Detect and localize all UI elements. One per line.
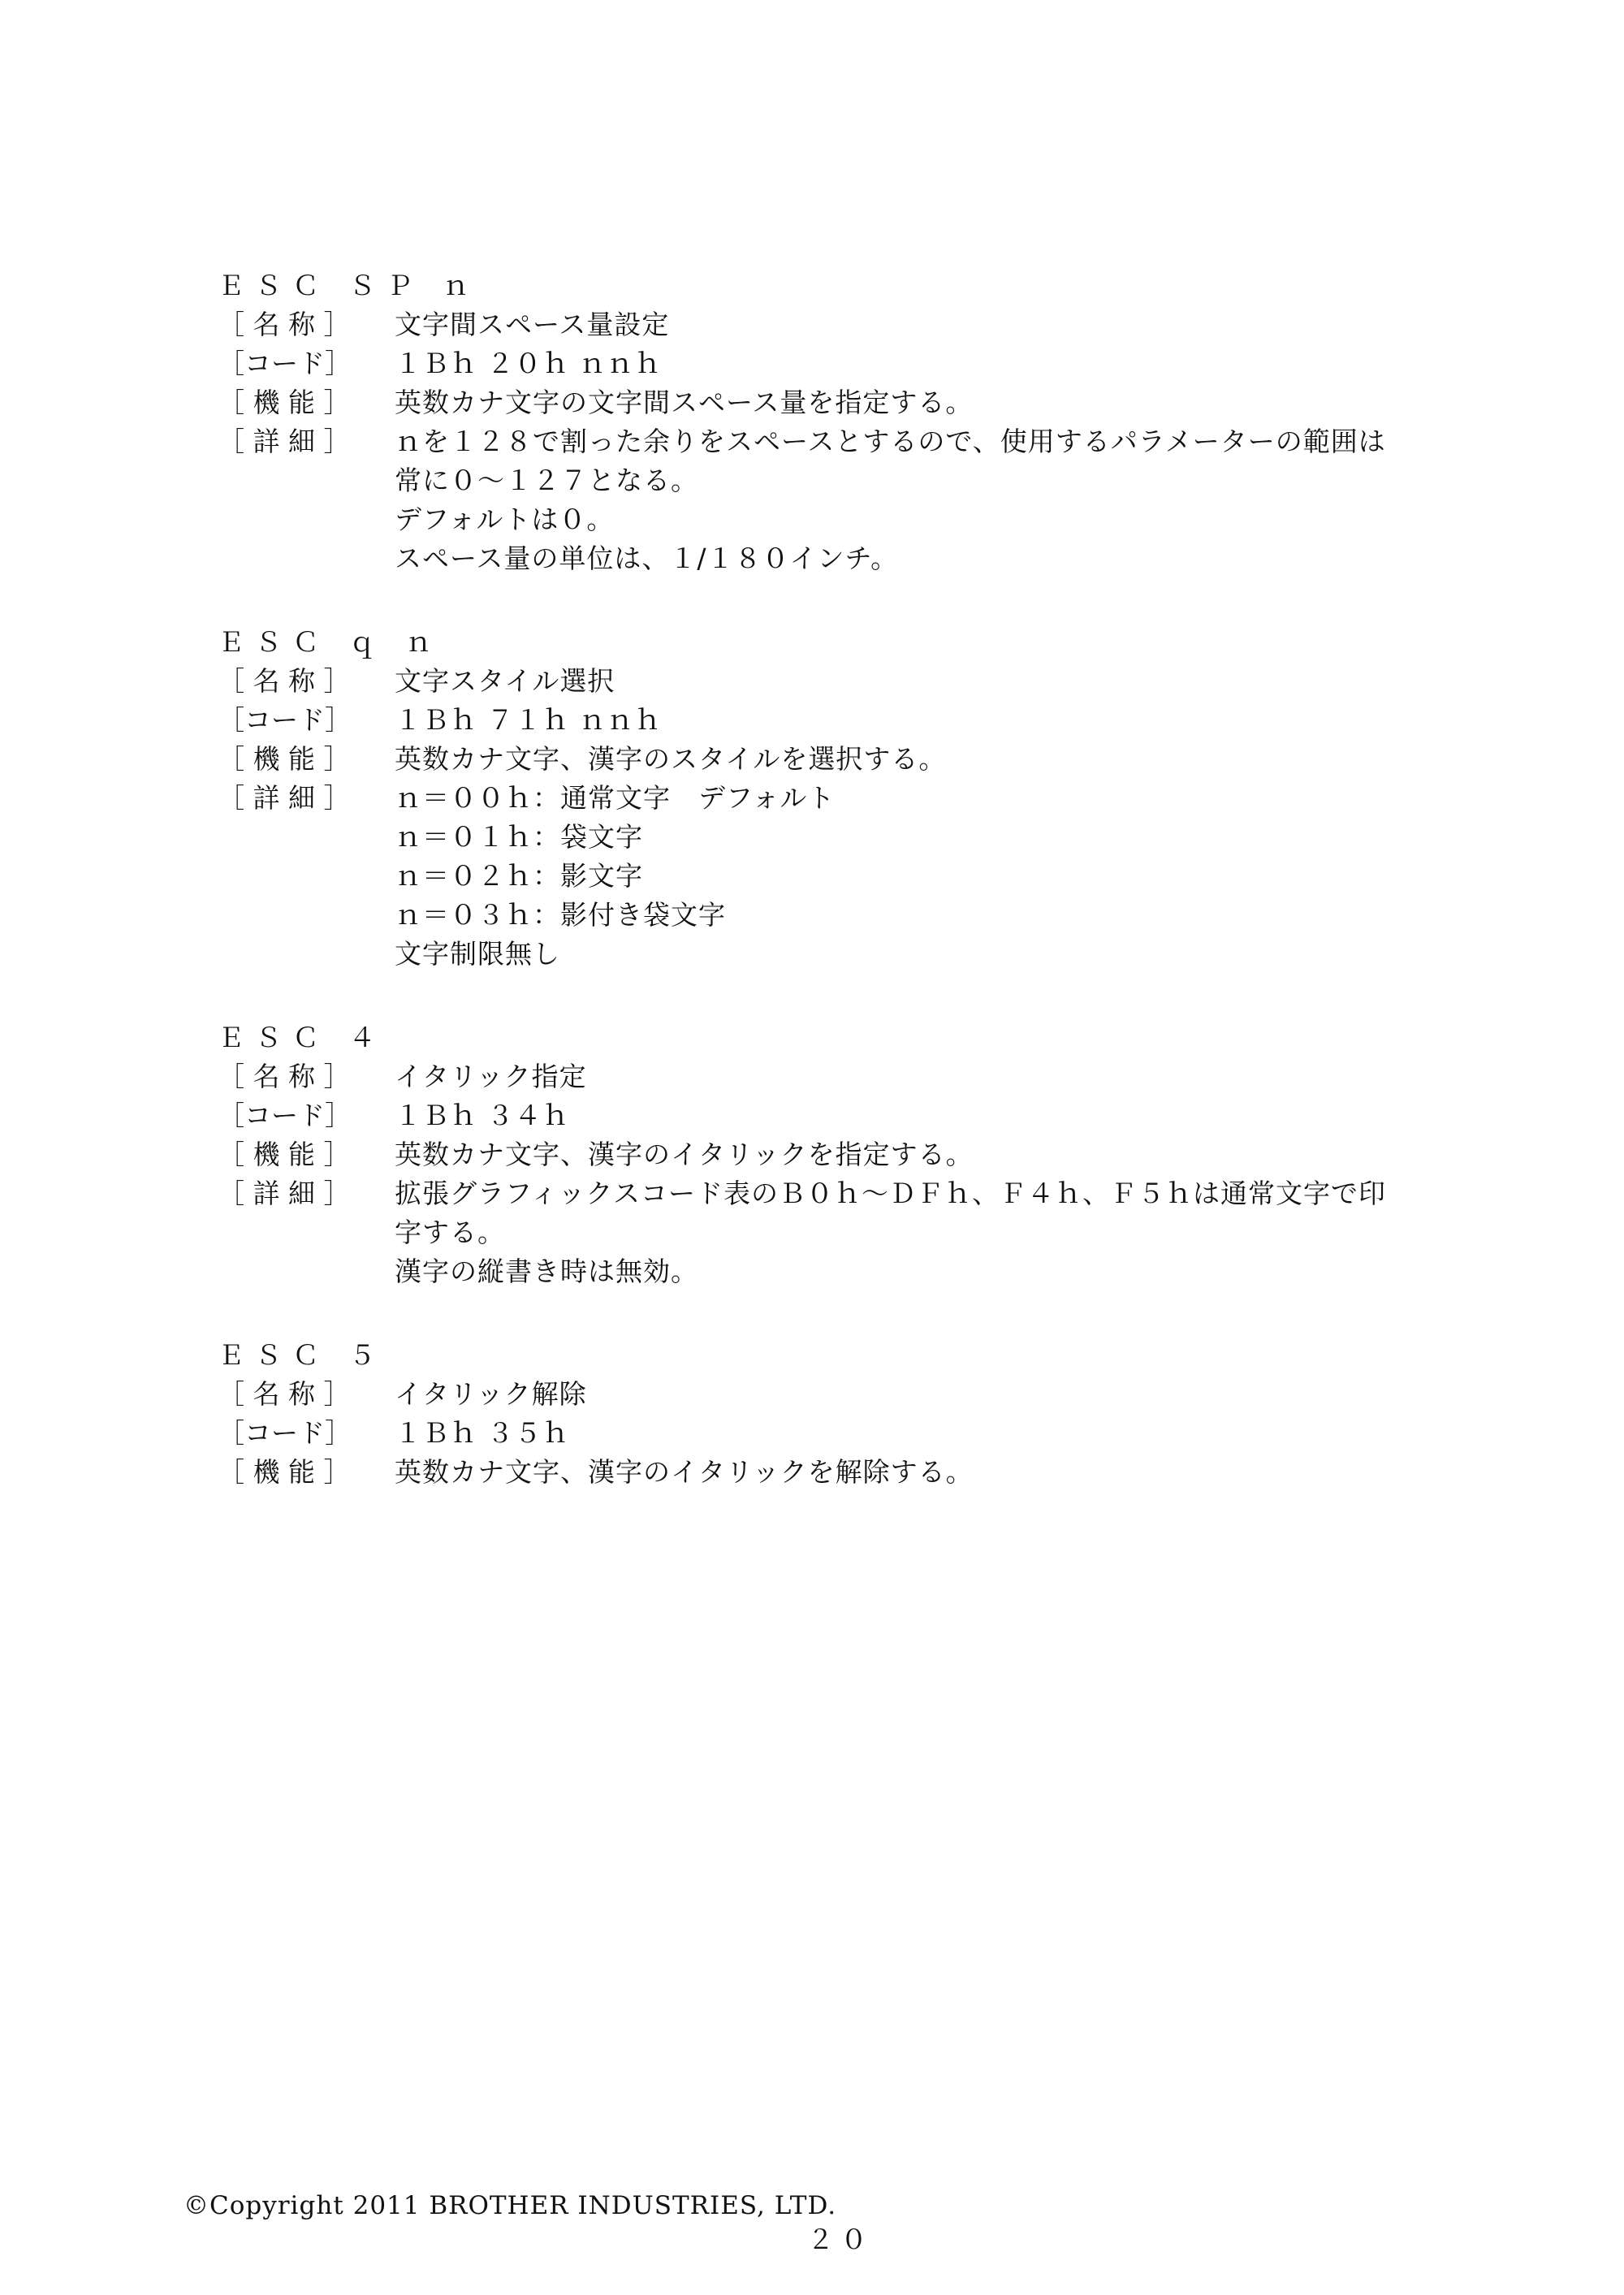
copyright-notice: ©Copyright 2011 BROTHER INDUSTRIES, LTD. bbox=[184, 2191, 837, 2220]
field-code bbox=[218, 1096, 1484, 1135]
field-value: 常に０～１２７となる。 bbox=[395, 465, 698, 496]
field-label: ［ 名 称 ］ bbox=[218, 309, 351, 340]
field-value: 英数カナ文字の文字間スペース量を指定する。 bbox=[395, 387, 974, 418]
field-value: ｎ＝０３ｈ：影付き袋文字 bbox=[395, 899, 726, 931]
field-details bbox=[218, 422, 1484, 578]
field-value: イタリック解除 bbox=[395, 1378, 587, 1410]
field-name bbox=[218, 1057, 1484, 1096]
field-function bbox=[218, 383, 1484, 422]
field-value: １Ｂｈ ３４ｈ bbox=[395, 1100, 570, 1131]
field-details bbox=[218, 1174, 1484, 1291]
command-title: ＥＳＣ ＳＰ ｎ bbox=[218, 270, 480, 301]
field-function bbox=[218, 740, 1484, 779]
field-value: ｎを１２８で割った余りをスペースとするので、使用するパラメーターの範囲は bbox=[395, 426, 1386, 457]
command-block-esc-sp-n bbox=[218, 266, 1484, 578]
field-label: ［コード］ bbox=[218, 1417, 352, 1449]
field-code bbox=[218, 701, 1484, 740]
command-block-esc-q-n bbox=[218, 623, 1484, 974]
command-title: ＥＳＣ ４ bbox=[218, 1022, 387, 1053]
field-value: ｎ＝０１ｈ：袋文字 bbox=[395, 821, 643, 853]
field-name bbox=[218, 305, 1484, 344]
field-value: １Ｂｈ ３５ｈ bbox=[395, 1417, 570, 1449]
field-label: ［コード］ bbox=[218, 704, 352, 736]
field-value: イタリック指定 bbox=[395, 1061, 587, 1092]
field-value: デフォルトは０。 bbox=[395, 504, 615, 535]
field-label: ［コード］ bbox=[218, 348, 352, 379]
command-block-esc-5 bbox=[218, 1336, 1484, 1492]
field-code bbox=[218, 1414, 1484, 1453]
field-name bbox=[218, 662, 1484, 701]
field-label: ［ 機 能 ］ bbox=[218, 743, 351, 775]
field-value: 英数カナ文字、漢字のイタリックを指定する。 bbox=[395, 1139, 974, 1170]
field-label: ［ 詳 細 ］ bbox=[218, 426, 351, 457]
command-title: ＥＳＣ ５ bbox=[218, 1339, 387, 1371]
field-code bbox=[218, 344, 1484, 383]
field-label: ［ 詳 細 ］ bbox=[218, 782, 351, 814]
field-label: ［コード］ bbox=[218, 1100, 352, 1131]
field-label: ［ 名 称 ］ bbox=[218, 665, 351, 697]
field-label: ［ 名 称 ］ bbox=[218, 1378, 351, 1410]
field-value: １Ｂｈ ７１ｈ ｎｎｈ bbox=[395, 704, 662, 736]
field-function bbox=[218, 1453, 1484, 1492]
field-value: １Ｂｈ ２０ｈ ｎｎｈ bbox=[395, 348, 662, 379]
field-label: ［ 機 能 ］ bbox=[218, 1139, 351, 1170]
field-value: 英数カナ文字、漢字のイタリックを解除する。 bbox=[395, 1456, 974, 1488]
field-value: 文字間スペース量設定 bbox=[395, 309, 670, 340]
field-label: ［ 機 能 ］ bbox=[218, 1456, 351, 1488]
field-label: ［ 詳 細 ］ bbox=[218, 1178, 351, 1209]
field-value: ｎ＝００ｈ：通常文字 デフォルト bbox=[395, 782, 836, 814]
page-number: ２０ bbox=[807, 2224, 874, 2255]
field-value: 字する。 bbox=[395, 1217, 505, 1248]
command-title: ＥＳＣ ｑ ｎ bbox=[218, 626, 443, 658]
field-value: ｎ＝０２ｈ：影文字 bbox=[395, 860, 643, 892]
field-details bbox=[218, 779, 1484, 974]
field-value: 拡張グラフィックスコード表のＢ０ｈ～ＤＦｈ、Ｆ４ｈ、Ｆ５ｈは通常文字で印 bbox=[395, 1178, 1387, 1209]
field-label: ［ 名 称 ］ bbox=[218, 1061, 351, 1092]
field-function bbox=[218, 1135, 1484, 1174]
field-value: 漢字の縦書き時は無効。 bbox=[395, 1256, 698, 1287]
field-value: スペース量の単位は、１/１８０インチ。 bbox=[395, 542, 899, 574]
field-value: 英数カナ文字、漢字のスタイルを選択する。 bbox=[395, 743, 947, 775]
field-value: 文字スタイル選択 bbox=[395, 665, 615, 697]
command-reference bbox=[218, 266, 1484, 1536]
field-name bbox=[218, 1375, 1484, 1414]
field-label: ［ 機 能 ］ bbox=[218, 387, 351, 418]
command-block-esc-4 bbox=[218, 1018, 1484, 1291]
field-value: 文字制限無し bbox=[395, 938, 560, 970]
